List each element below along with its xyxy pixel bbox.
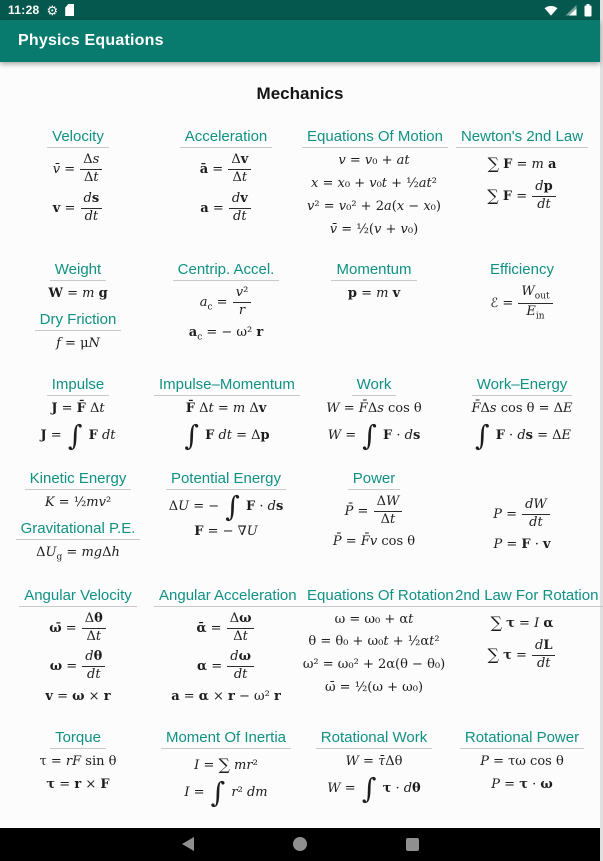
formula: $a_c$ = $\frac{\text{v²}}{r}$ bbox=[154, 285, 298, 320]
formula: ∑ τ = I α bbox=[490, 612, 554, 632]
sd-card-icon bbox=[65, 4, 74, 16]
battery-icon bbox=[584, 4, 592, 17]
formula: K = ½mv² bbox=[44, 495, 112, 511]
home-button[interactable] bbox=[287, 831, 313, 857]
category-title-label[interactable]: Velocity bbox=[47, 128, 109, 148]
app-bar bbox=[0, 20, 600, 62]
equation-cell bbox=[152, 729, 300, 809]
category-title-label[interactable]: Equations Of Motion bbox=[302, 128, 448, 148]
formula: W = m g bbox=[48, 286, 108, 302]
formula: v = $\frac{ds}{dt}$ bbox=[6, 191, 150, 226]
formula: ∫ F · ds = ΔE bbox=[474, 418, 572, 452]
category-title-label[interactable]: Moment Of Inertia bbox=[161, 729, 291, 749]
equation-cell bbox=[4, 128, 152, 243]
formula: ᾱ = $\frac{\Delta\omega}{\Delta t}$ bbox=[154, 611, 298, 646]
formula: ∑ F = $\frac{dp}{dt}$ bbox=[450, 179, 594, 214]
category-title-label[interactable]: Gravitational P.E. bbox=[16, 520, 141, 540]
category-title-label[interactable]: Momentum bbox=[331, 261, 416, 281]
formula: F̄Δs cos θ = ΔE bbox=[471, 401, 573, 417]
equation-cell bbox=[300, 261, 448, 358]
formula: W = ∫ τ · dθ bbox=[327, 772, 421, 806]
category-title-label[interactable]: Weight bbox=[50, 261, 106, 281]
category-title-label[interactable]: Newton's 2nd Law bbox=[456, 128, 588, 148]
equation-cell bbox=[448, 586, 599, 712]
equation-row bbox=[4, 729, 596, 809]
formula: ā = $\frac{\Delta v}{\Delta t}$ bbox=[154, 152, 298, 187]
formula: J = F̄ Δt bbox=[51, 401, 105, 417]
formula: I = ∫ r² dm bbox=[184, 776, 268, 810]
category-title-label[interactable]: Impulse–Momentum bbox=[154, 376, 300, 396]
formula: v = ω × r bbox=[45, 689, 111, 705]
equation-cell bbox=[300, 729, 448, 809]
equation-cell bbox=[152, 587, 300, 712]
formula: ω = $\frac{d\theta}{dt}$ bbox=[6, 649, 150, 684]
equation-cell bbox=[4, 261, 152, 358]
wifi-icon bbox=[544, 5, 558, 16]
category-title[interactable] bbox=[302, 376, 446, 396]
status-time: 11:28 bbox=[8, 3, 40, 17]
formula: $a_c$ = − ω² r bbox=[188, 325, 264, 343]
category-title-label[interactable]: Dry Friction bbox=[35, 311, 122, 331]
equation-row bbox=[4, 128, 596, 243]
category-title-label[interactable]: Acceleration bbox=[180, 128, 273, 148]
recents-button[interactable] bbox=[399, 831, 425, 857]
formula: P = F · v bbox=[493, 536, 551, 552]
equation-row bbox=[4, 470, 596, 568]
equation-cell bbox=[4, 376, 152, 452]
category-title[interactable] bbox=[154, 261, 298, 281]
formula: v̄ = ½(v + v₀) bbox=[329, 221, 419, 237]
formula: ΔU = − ∫ F · ds bbox=[168, 490, 284, 524]
navigation-bar bbox=[0, 828, 600, 861]
formula: p = m v bbox=[347, 286, 401, 302]
category-title-label[interactable]: Kinetic Energy bbox=[25, 470, 132, 490]
cell-signal-icon bbox=[565, 5, 577, 16]
category-title[interactable] bbox=[6, 261, 150, 281]
home-icon bbox=[293, 837, 307, 851]
equation-row bbox=[4, 376, 596, 452]
formula: J = ∫ F dt bbox=[40, 418, 116, 452]
equation-cell bbox=[300, 586, 454, 712]
formula: τ = r × F bbox=[46, 777, 110, 793]
category-title-label[interactable]: Work–Energy bbox=[472, 376, 573, 396]
category-title[interactable] bbox=[6, 376, 150, 396]
formula: ω̄ = ½(ω + ω₀) bbox=[324, 680, 424, 696]
category-title-label[interactable]: Rotational Power bbox=[460, 729, 584, 749]
equation-cell bbox=[4, 470, 152, 568]
formula: P = $\frac{dW}{dt}$ bbox=[450, 497, 594, 532]
equation-cell bbox=[448, 376, 596, 452]
equation-cell bbox=[300, 128, 448, 243]
category-title-label[interactable]: Potential Energy bbox=[166, 470, 286, 490]
category-title-label[interactable]: Equations Of Rotation bbox=[302, 587, 459, 607]
equation-cell bbox=[152, 261, 300, 358]
formula: v̄ = $\frac{\Delta s}{\Delta t}$ bbox=[6, 152, 150, 187]
category-title[interactable] bbox=[6, 128, 150, 148]
category-title[interactable] bbox=[6, 470, 150, 490]
formula: ∫ F dt = Δp bbox=[184, 418, 270, 452]
equation-cell bbox=[152, 128, 300, 243]
equation-cell bbox=[448, 261, 596, 358]
category-title[interactable] bbox=[450, 261, 594, 280]
formula: W = F̄Δs cos θ bbox=[326, 401, 422, 417]
category-title[interactable] bbox=[450, 376, 594, 396]
category-title[interactable] bbox=[450, 586, 599, 607]
equation-row bbox=[4, 261, 596, 358]
category-title[interactable] bbox=[154, 587, 298, 607]
formula: P = τ · ω bbox=[491, 777, 553, 793]
category-title-label[interactable]: 2nd Law For Rotation bbox=[450, 587, 603, 607]
category-title[interactable] bbox=[6, 729, 150, 749]
formula: P̄ = $\frac{\Delta W}{\Delta t}$ bbox=[302, 494, 446, 529]
title-spacer bbox=[450, 470, 594, 493]
formula: ω² = ω₀² + 2α(θ − θ₀) bbox=[302, 657, 446, 673]
equation-cell bbox=[4, 729, 152, 809]
equation-cell bbox=[448, 729, 596, 809]
category-title-label[interactable]: Power bbox=[348, 470, 401, 490]
category-title-label[interactable]: Torque bbox=[50, 729, 106, 749]
formula: F = − ∇U bbox=[194, 524, 258, 540]
formula: $\Delta U_g = mg\Delta h$ bbox=[36, 544, 120, 563]
back-button[interactable] bbox=[175, 831, 201, 857]
category-title[interactable] bbox=[154, 470, 298, 490]
equations-grid bbox=[0, 128, 600, 810]
category-title[interactable] bbox=[6, 587, 150, 607]
category-title[interactable] bbox=[450, 729, 594, 749]
formula: P̄ = F̄v cos θ bbox=[332, 533, 416, 549]
equation-cell bbox=[152, 470, 300, 568]
category-title-label[interactable]: Impulse bbox=[47, 376, 110, 396]
formula: W = τ̄Δθ bbox=[345, 754, 403, 770]
formula: τ = rF sin θ bbox=[39, 754, 117, 770]
formula: P = τω cos θ bbox=[480, 754, 564, 770]
equation-cell bbox=[152, 376, 300, 452]
gear-icon: ⚙ bbox=[46, 2, 59, 18]
formula: v = v₀ + at bbox=[338, 153, 410, 168]
formula: ω = ω₀ + αt bbox=[334, 611, 414, 627]
category-title-label[interactable]: Efficiency bbox=[490, 261, 554, 279]
formula: f = μN bbox=[56, 336, 100, 352]
formula: I = ∑ mr² bbox=[194, 755, 258, 775]
category-title[interactable] bbox=[154, 729, 298, 749]
formula: ∑ F = m a bbox=[487, 154, 557, 173]
formula: a = α × r − ω² r bbox=[171, 689, 281, 705]
formula: a = $\frac{dv}{dt}$ bbox=[154, 191, 298, 226]
category-title[interactable] bbox=[154, 128, 298, 148]
formula: ω̄ = $\frac{\Delta\theta}{\Delta t}$ bbox=[6, 611, 150, 646]
page-title: Mechanics bbox=[256, 84, 344, 103]
category-title[interactable] bbox=[302, 470, 446, 490]
formula: ℰ = $\frac{W_{out}}{E_{in}}$ bbox=[450, 284, 594, 323]
category-title-label[interactable]: Angular Velocity bbox=[19, 587, 137, 607]
content-scroll-area[interactable] bbox=[0, 62, 600, 828]
category-title[interactable] bbox=[302, 128, 446, 148]
category-title-label[interactable]: Rotational Work bbox=[316, 729, 432, 749]
category-title[interactable] bbox=[6, 520, 150, 540]
category-title[interactable] bbox=[302, 729, 446, 749]
category-title-label[interactable]: Centrip. Accel. bbox=[173, 261, 280, 281]
status-bar bbox=[0, 0, 600, 20]
category-title-label[interactable]: Angular Acceleration bbox=[154, 587, 302, 607]
formula: θ = θ₀ + ω₀t + ½αt² bbox=[308, 634, 440, 650]
equation-cell bbox=[448, 128, 596, 243]
recents-icon bbox=[406, 838, 419, 851]
equation-cell bbox=[300, 376, 448, 452]
back-icon bbox=[182, 837, 194, 851]
formula: v² = v₀² + 2a(x − x₀) bbox=[307, 198, 441, 214]
category-title[interactable] bbox=[450, 128, 594, 148]
category-title-label[interactable]: Work bbox=[352, 376, 397, 396]
category-title[interactable] bbox=[302, 586, 454, 607]
equation-cell bbox=[4, 587, 152, 712]
formula: F̄ Δt = m Δv bbox=[185, 401, 267, 417]
category-title[interactable] bbox=[6, 311, 150, 331]
formula: W = ∫ F · ds bbox=[327, 418, 421, 452]
equation-cell bbox=[300, 470, 448, 568]
formula: α = $\frac{d\omega}{dt}$ bbox=[154, 649, 298, 684]
app-title: Physics Equations bbox=[18, 32, 164, 49]
formula: ∑ τ = $\frac{dL}{dt}$ bbox=[450, 638, 594, 673]
formula: x = x₀ + v₀t + ½at² bbox=[310, 175, 437, 191]
equation-row bbox=[4, 586, 599, 712]
equation-cell bbox=[448, 470, 596, 568]
category-title[interactable] bbox=[154, 376, 298, 396]
category-title[interactable] bbox=[302, 261, 446, 281]
